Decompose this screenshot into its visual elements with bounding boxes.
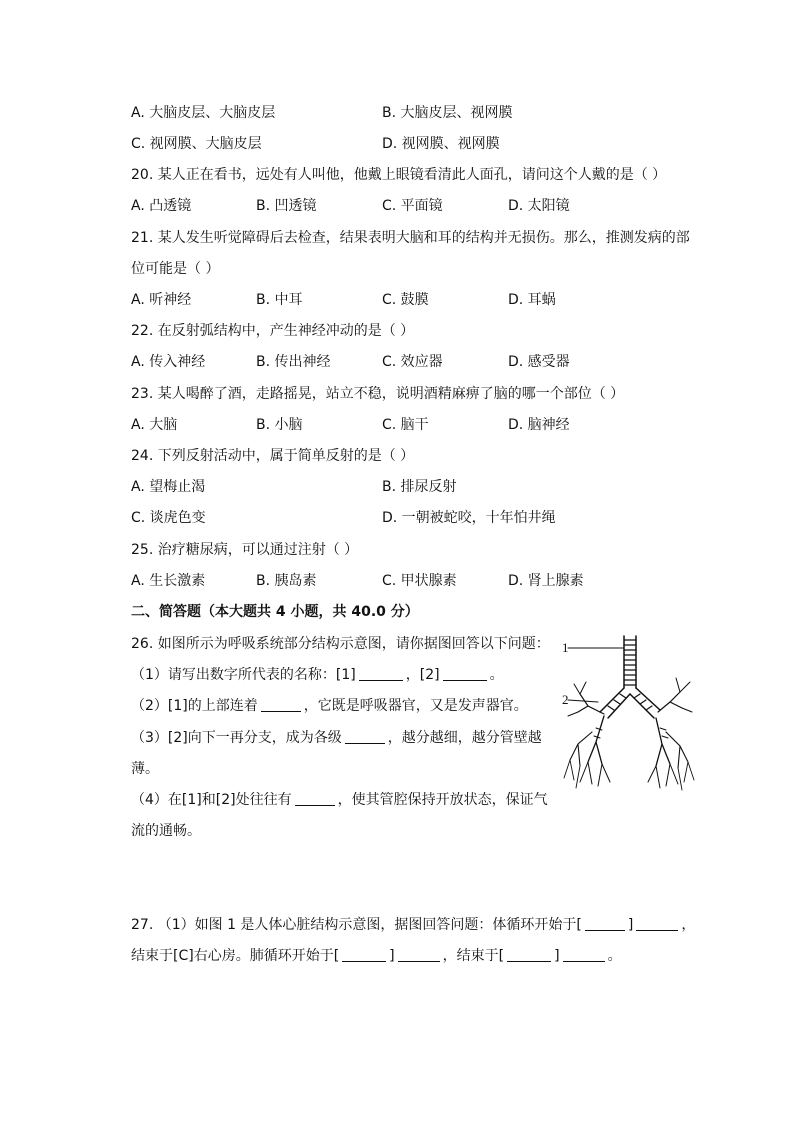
q26-part3-text-a: （3）[2]向下一再分支，成为各级	[131, 730, 342, 746]
q26-part4-cont: 流的通畅。	[131, 823, 201, 839]
q26-part4-text-a: （4）在[1]和[2]处往往有	[131, 792, 292, 808]
q24-option-c: C. 谈虎色变	[131, 510, 206, 526]
q27-blank-3[interactable]	[342, 947, 386, 962]
q23-option-a: A. 大脑	[131, 417, 178, 433]
q26-part3-text-b: ，越分越细，越分管壁越	[387, 730, 542, 746]
q26-part1-text-a: （1）请写出数字所代表的名称：[1]	[131, 667, 356, 683]
q20-option-d: D. 太阳镜	[508, 198, 570, 214]
q26-part1	[131, 665, 504, 685]
q25-option-c: C. 甲状腺素	[382, 573, 457, 589]
figure-label-2: 2	[562, 692, 569, 707]
q26-part1-text-b: ，[2]	[405, 667, 440, 683]
q21-option-d: D. 耳蜗	[508, 292, 556, 308]
q22-option-c: C. 效应器	[382, 354, 443, 370]
q23-option-d: D. 脑神经	[508, 417, 570, 433]
q26-part4	[131, 790, 548, 810]
q24-stem: 24. 下列反射活动中，属于简单反射的是（ ）	[131, 448, 415, 464]
q26-blank-5[interactable]	[295, 791, 335, 806]
q22-option-a: A. 传入神经	[131, 354, 206, 370]
q23-option-b: B. 小脑	[256, 417, 303, 433]
q26-blank-3[interactable]	[261, 697, 301, 712]
q19-option-b: B. 大脑皮层、视网膜	[382, 105, 513, 121]
q21-stem: 21. 某人发生听觉障碍后去检查，结果表明大脑和耳的结构并无损伤。那么，推测发病的部	[131, 230, 690, 246]
q26-stem: 26. 如图所示为呼吸系统部分结构示意图，请你据图回答以下问题：	[131, 636, 550, 652]
q20-option-a: A. 凸透镜	[131, 198, 192, 214]
q20-option-b: B. 凹透镜	[256, 198, 317, 214]
bronchial-tree-drawing	[558, 632, 698, 802]
respiratory-system-figure	[558, 632, 698, 802]
q24-option-d: D. 一朝被蛇咬，十年怕井绳	[382, 510, 556, 526]
q26-blank-2[interactable]	[443, 666, 487, 681]
q25-option-d: D. 肾上腺素	[508, 573, 584, 589]
q26-part2-text-b: ，它既是呼吸器官，又是发声器官。	[303, 698, 528, 714]
q26-blank-1[interactable]	[359, 666, 403, 681]
q22-option-d: D. 感受器	[508, 354, 570, 370]
q26-part4-text-b: ，使其管腔保持开放状态，保证气	[337, 792, 548, 808]
section-title: 二、简答题（本大题共 4 小题，共 40.0 分）	[131, 604, 419, 620]
q19-option-d: D. 视网膜、视网膜	[382, 136, 500, 152]
q27-text-g: ]	[554, 948, 560, 964]
q26-part3-cont: 薄。	[131, 761, 159, 777]
q21-option-a: A. 听神经	[131, 292, 192, 308]
q27-blank-5[interactable]	[507, 947, 551, 962]
q25-option-b: B. 胰岛素	[256, 573, 317, 589]
q26-part1-text-c: 。	[489, 667, 504, 683]
q27-blank-2[interactable]	[636, 916, 678, 931]
q27-blank-1[interactable]	[585, 916, 625, 931]
q27-blank-6[interactable]	[563, 947, 605, 962]
q21-option-c: C. 鼓膜	[382, 292, 429, 308]
q27-text-f: ，结束于[	[442, 948, 505, 964]
q27-text-h: 。	[607, 948, 622, 964]
q27-blank-4[interactable]	[398, 947, 440, 962]
q20-stem: 20. 某人正在看书，远处有人叫他，他戴上眼镜看清此人面孔，请问这个人戴的是（ ）	[131, 167, 667, 183]
q21-stem-cont: 位可能是（ ）	[131, 261, 220, 277]
q27-text-b: ]	[627, 917, 634, 933]
q26-part2	[131, 696, 528, 716]
q20-option-c: C. 平面镜	[382, 198, 443, 214]
q26-blank-4[interactable]	[345, 729, 385, 744]
q25-option-a: A. 生长激素	[131, 573, 206, 589]
q27-text-d: 结束于[C]右心房。肺循环开始于[	[131, 948, 340, 964]
q23-stem: 23. 某人喝醉了酒，走路摇晃，站立不稳，说明酒精麻痹了脑的哪一个部位（ ）	[131, 386, 625, 402]
q25-stem: 25. 治疗糖尿病，可以通过注射（ ）	[131, 542, 359, 558]
q21-option-b: B. 中耳	[256, 292, 303, 308]
figure-label-1: 1	[562, 640, 569, 655]
q27-text-c: ，	[681, 917, 696, 933]
q27-line2	[131, 946, 622, 966]
q23-option-c: C. 脑干	[382, 417, 429, 433]
q22-option-b: B. 传出神经	[256, 354, 331, 370]
q19-option-a: A. 大脑皮层、大脑皮层	[131, 105, 276, 121]
q19-option-c: C. 视网膜、大脑皮层	[131, 136, 262, 152]
q26-part3	[131, 728, 542, 748]
q24-option-a: A. 望梅止渴	[131, 479, 206, 495]
q27-line1	[131, 915, 695, 935]
q26-part2-text-a: （2）[1]的上部连着	[131, 698, 258, 714]
q27-text-a: 27. （1）如图 1 是人体心脏结构示意图，据图回答问题：体循环开始于[	[131, 917, 582, 933]
q24-option-b: B. 排尿反射	[382, 479, 457, 495]
q27-text-e: ]	[389, 948, 395, 964]
q22-stem: 22. 在反射弧结构中，产生神经冲动的是（ ）	[131, 323, 415, 339]
